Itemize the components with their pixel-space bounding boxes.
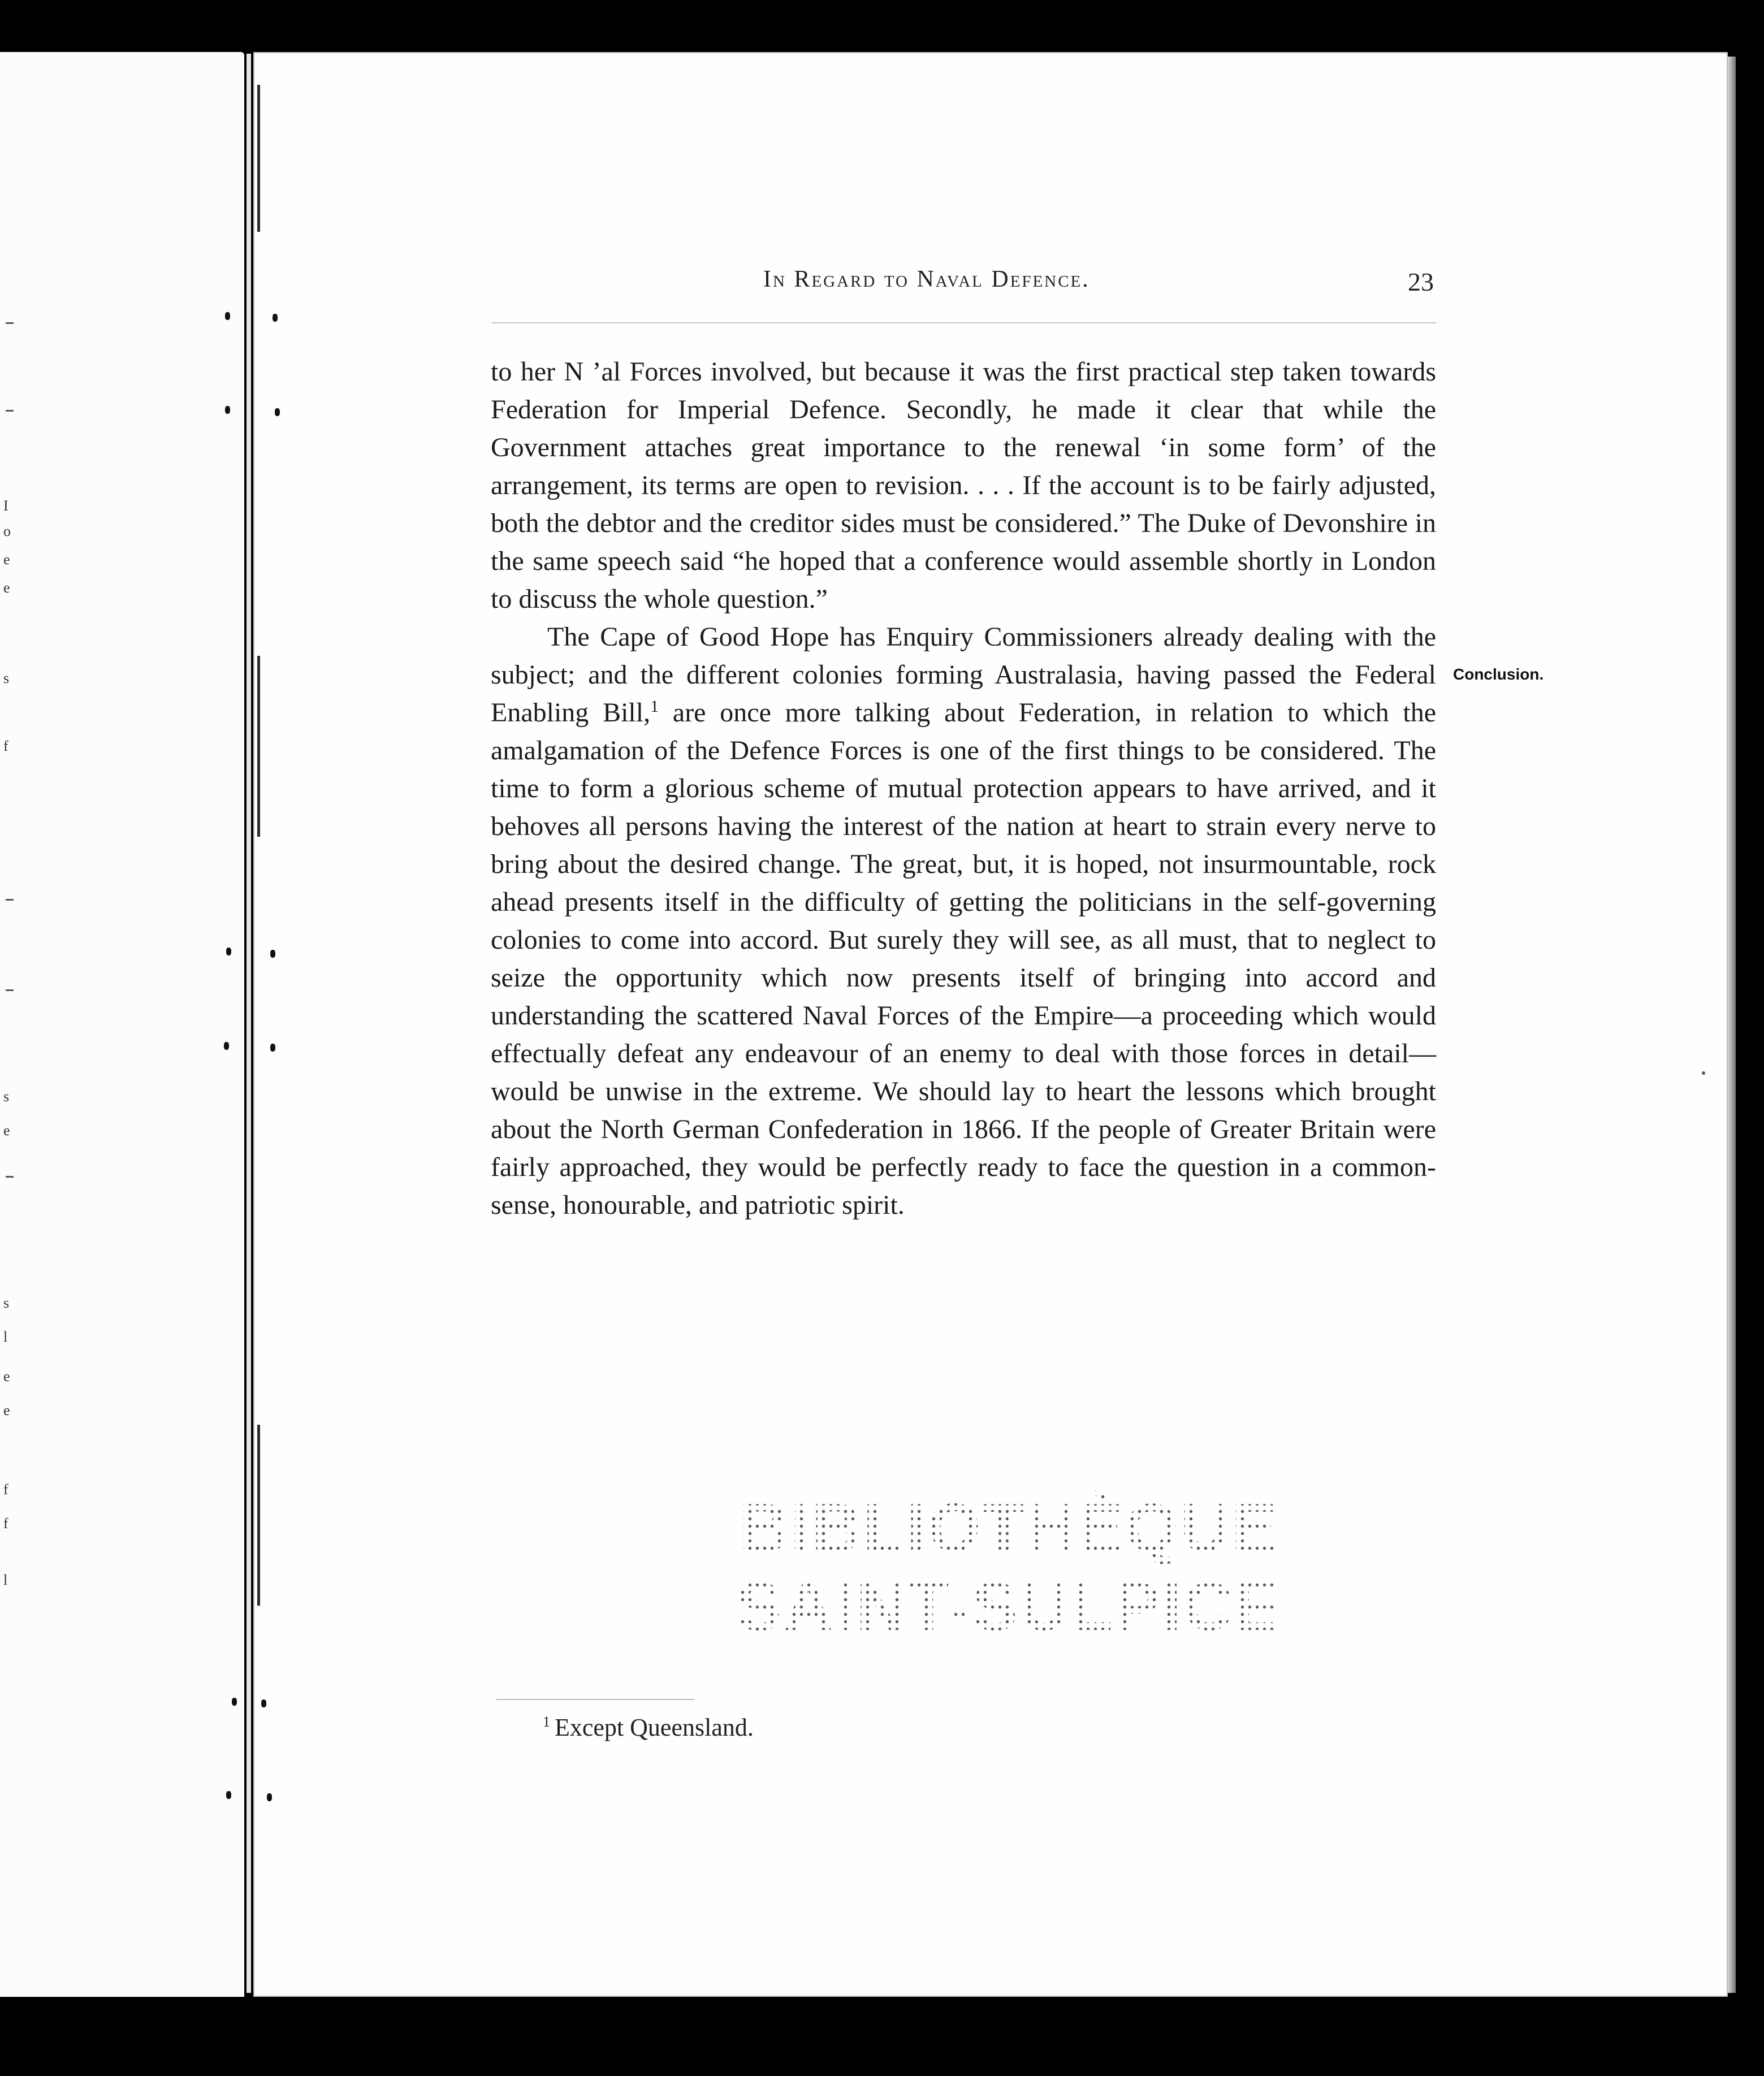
footnote <box>543 1713 754 1742</box>
page-gutter <box>247 54 251 1993</box>
facing-page-letter: e <box>3 1122 10 1139</box>
stitch-hole <box>225 406 230 414</box>
gutter-shadow <box>257 1425 260 1606</box>
facing-page-letter: e <box>3 579 10 596</box>
paragraph: to her N ’al Forces involved, but because it was the first practical step taken towards Federation for Imperial Defence. Secondly, he made it clear that while the Government attaches great importance to the renewal ‘in some form’ of the arrangement, its terms are open to revision. . . . If the account is to be fairly adjusted, both the debtor and the creditor sides must be considered.” The Duke of Devonshire in the same speech said “he hoped that a conference would assemble shortly in London to discuss the whole question.” <box>491 357 1436 614</box>
facing-page-letter: e <box>3 551 10 568</box>
stitch-hole <box>224 1042 229 1050</box>
stitch-hole <box>267 1793 272 1801</box>
footnote-text: Except Queensland. <box>555 1714 754 1741</box>
stitch-hole <box>273 314 278 322</box>
facing-page-letter: f <box>3 1515 8 1532</box>
facing-page-dash <box>6 1176 14 1178</box>
facing-page-dash <box>6 410 14 412</box>
paragraph <box>491 618 1436 1224</box>
stitch-hole <box>261 1699 266 1707</box>
facing-page-letter: f <box>3 738 8 754</box>
facing-page-dash <box>6 989 14 991</box>
paragraph-text: are once more talking about Federation, in relation to which the amalgamation of the Defence Forces is one of the first things to be considered. The time to form a glorious scheme of mutual protection appears to have arrived, and it behoves all persons having the interest of the nation at heart to strain every nerve to bring about the desired change. The great, but, it is hoped, not insurmountable, rock ahead presents itself in the difficulty of getting the politicians in the self-governing colonies to come into accord. But surely they will see, as all must, that to neglect to seize the opportunity which now presents itself of bringing into accord and understanding the scattered Naval Forces of the Empire—a proceeding which would effectually defeat any endeavour of an enemy to deal with those forces in detail—would be unwise in the extreme. We should lay to heart the lessons which brought about the North German Confederation in 1866. If the people of Greater Britain were fairly approached, they would be perfectly ready to face the question in a common-sense, honourable, and patriotic spirit. <box>491 698 1436 1220</box>
footnote-number: 1 <box>543 1714 550 1731</box>
facing-page-letter: o <box>3 523 11 539</box>
facing-page-letter: e <box>3 1368 10 1385</box>
stitch-hole <box>226 1791 231 1799</box>
stitch-hole <box>270 950 275 958</box>
perforated-library-stamp <box>736 1486 1282 1645</box>
facing-page-dash <box>6 322 14 324</box>
facing-page-letter: s <box>3 1295 10 1311</box>
stitch-hole <box>226 948 231 955</box>
speck <box>1702 1071 1705 1075</box>
footnote-reference: 1 <box>650 697 659 716</box>
facing-page-dash <box>6 899 14 901</box>
paragraph-text: The Cape of Good Hope has Enquiry Commissioners already dealing with the subject; and the different colonies forming Australasia, having passed the Federal Enabling Bill, <box>491 622 1436 728</box>
facing-page-letter: f <box>3 1481 8 1498</box>
stamp-line-1: BIBLIOTHÈQUE <box>739 1490 1279 1565</box>
facing-page-letter: s <box>3 1088 10 1105</box>
facing-page-letter: I <box>3 498 8 514</box>
facing-page-letter: s <box>3 670 10 686</box>
footnote-rule <box>496 1699 694 1700</box>
stitch-hole <box>270 1044 275 1052</box>
header-rule <box>492 322 1436 323</box>
body-text <box>491 353 1436 1224</box>
stitch-hole <box>232 1698 237 1706</box>
facing-page-letter: l <box>3 1329 8 1345</box>
gutter-shadow <box>257 85 260 232</box>
page-number: 23 <box>1408 267 1434 296</box>
margin-note: Conclusion. <box>1453 665 1544 683</box>
gutter-shadow <box>257 656 260 837</box>
facing-page-letter: l <box>3 1572 8 1588</box>
stitch-hole <box>225 312 230 320</box>
facing-page-letter: e <box>3 1402 10 1418</box>
running-head: In Regard to Naval Defence. <box>763 266 1090 292</box>
facing-page-edge <box>0 52 244 1997</box>
stitch-hole <box>275 408 280 416</box>
stamp-line-2: SAINT-SULPICE <box>736 1569 1282 1645</box>
page-edge-shadow <box>1728 57 1736 1993</box>
